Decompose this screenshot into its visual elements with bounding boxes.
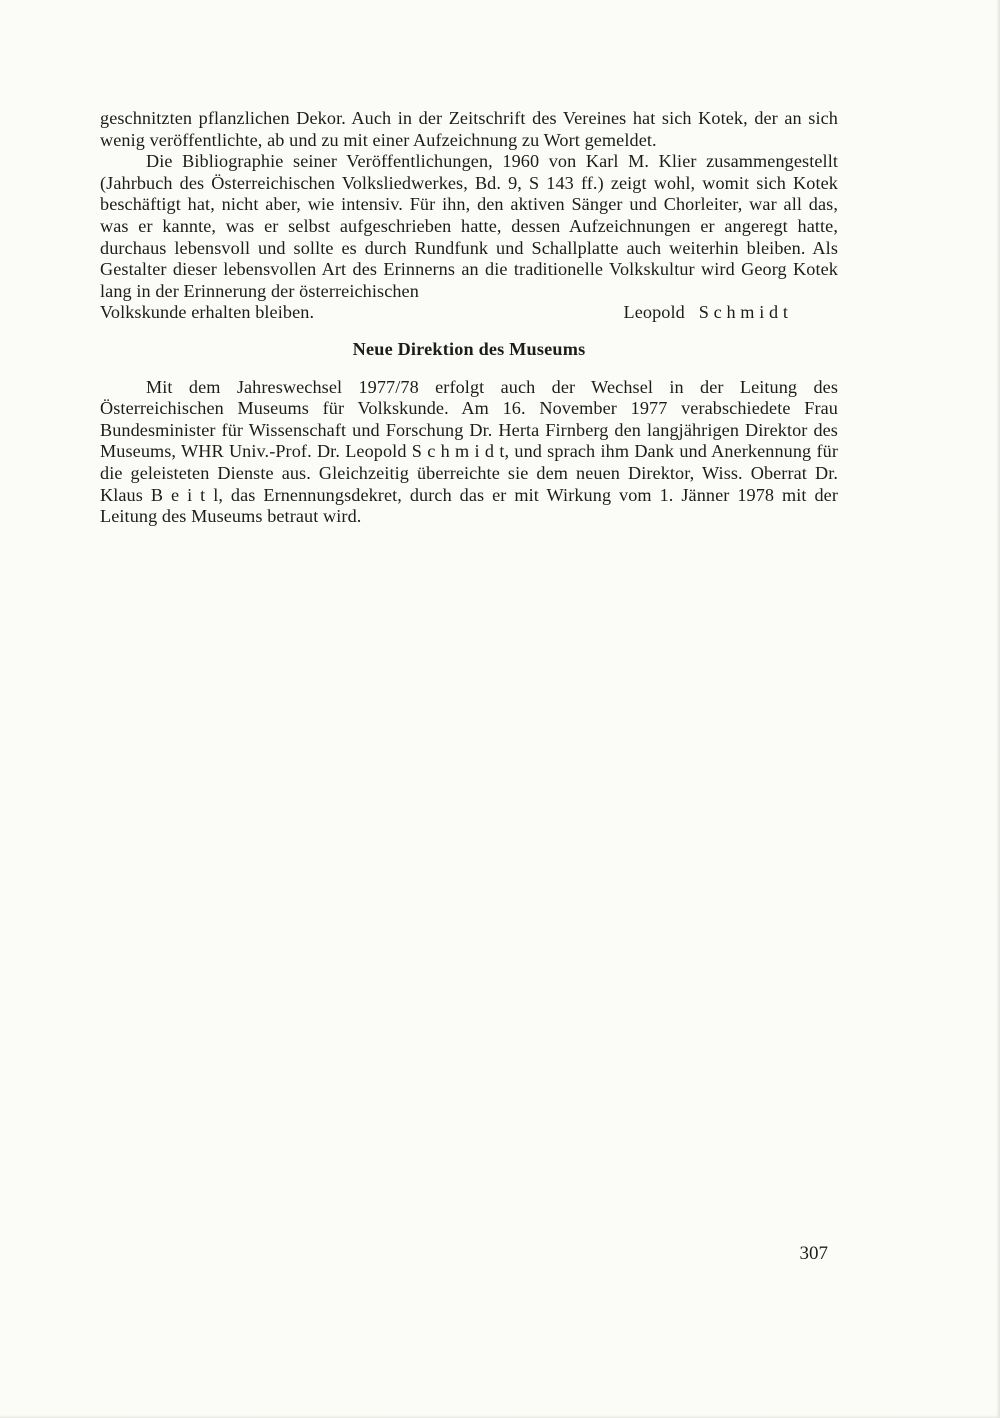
paragraph-bibliography: Die Bibliographie seiner Veröffentlichungen, 1960 von Karl M. Klier zusammengestellt (Jahrbuch des Österreichischen Volksliedwerkes, Bd. 9, S 143 ff.) zeigt wohl, womit sich Kotek beschäftigt hat, nicht aber, wie intensiv. Für ihn, den aktiven Sänger und Chorleiter, war all das, was er kannte, was er selbst aufgeschrieben hatte, dessen Aufzeichnungen er angeregt hatte, durchaus lebensvoll und sollte es durch Rundfunk und Schallplatte auch weiterhin bleiben. Als Gestalter dieser lebensvollen Art des Erinnerns an die traditionelle Volkskultur wird Georg Kotek lang in der Erinnerung der österreichischen xyxy=(100,151,838,301)
bibliography-last-line-text: Volkskunde erhalten bleiben. xyxy=(100,302,315,323)
paragraph-direktion: Mit dem Jahreswechsel 1977/78 erfolgt auch der Wechsel in der Leitung des Österreichischen Museums für Volkskunde. Am 16. November 1977 verabschiedete Frau Bundesminister für Wissenschaft und Forschung Dr. Herta Firnberg den langjährigen Direktor des Museums, WHR Univ.-Prof. Dr. Leopold S c h m i d t, und sprach ihm Dank und Anerkennung für die geleisteten Dienste aus. Gleichzeitig überreichte sie dem neuen Direktor, Wiss. Oberrat Dr. Klaus B e i t l, das Ernennungsdekret, durch das er mit Wirkung vom 1. Jänner 1978 mit der Leitung des Museums betraut wird. xyxy=(100,376,838,527)
section-heading: Neue Direktion des Museums xyxy=(352,338,586,359)
author-signature: Leopold S c h m i d t xyxy=(623,302,788,323)
paragraph-continuation: geschnitzten pflanzlichen Dekor. Auch in der Zeitschrift des Vereines hat sich Kotek, der an sich wenig veröffentlichte, ab und zu mit einer Aufzeichnung zu Wort gemeldet. xyxy=(100,108,838,150)
scan-edge-right xyxy=(996,0,1000,1418)
page-number: 307 xyxy=(799,1243,828,1264)
text-block xyxy=(100,108,838,528)
bibliography-last-line xyxy=(100,302,838,324)
